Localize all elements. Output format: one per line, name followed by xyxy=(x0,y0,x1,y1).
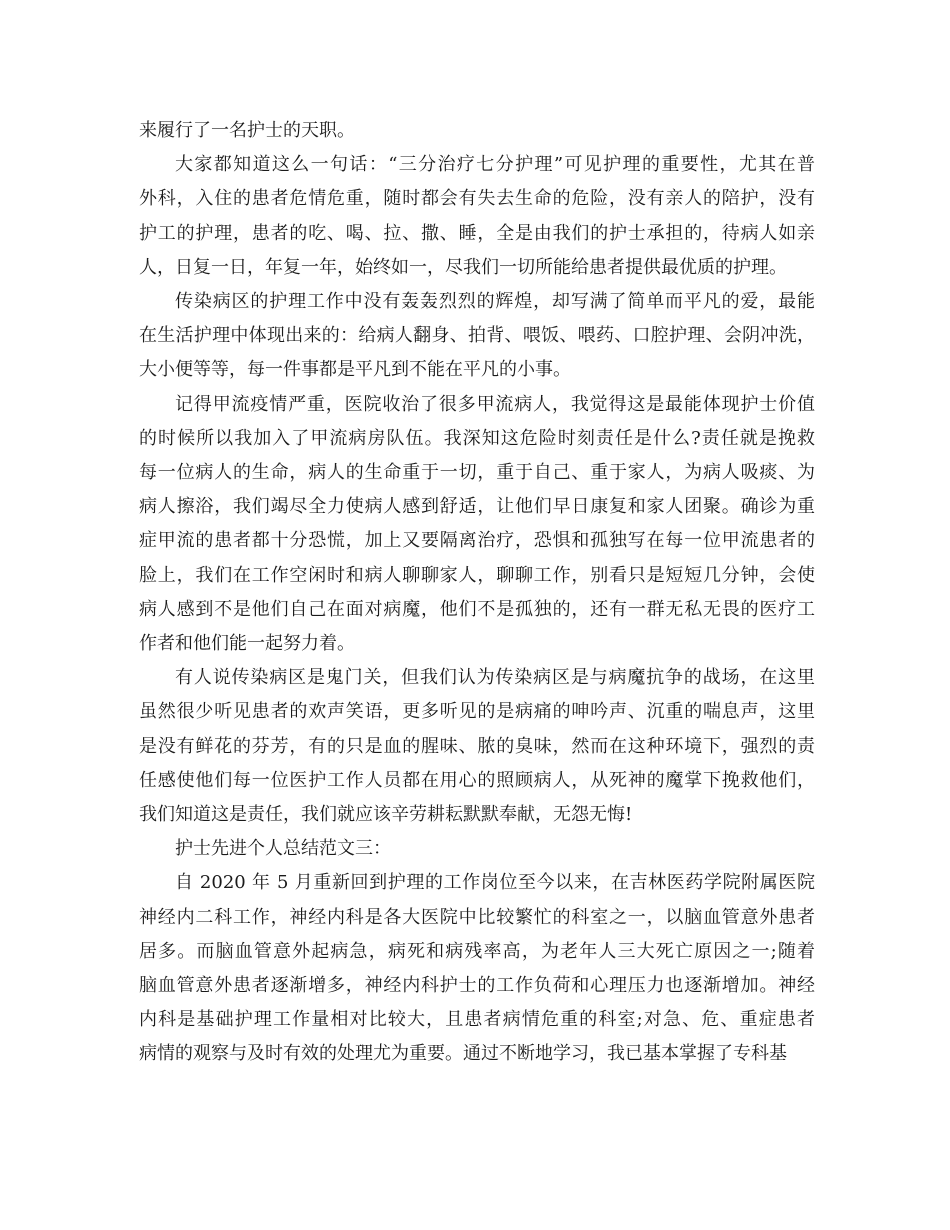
text-line: 护工的护理，患者的吃、喝、拉、撒、睡，全是由我们的护士承担的，待病人如亲 xyxy=(139,222,815,244)
paragraph xyxy=(139,148,815,285)
text-line: 外科，入住的患者危情危重，随时都会有失去生命的危险，没有亲人的陪护，没有 xyxy=(139,188,815,210)
text-line: 病情的观察与及时有效的处理尤为重要。通过不断地学习，我已基本掌握了专科基 xyxy=(139,1043,787,1065)
text-line: 的时候所以我加入了甲流病房队伍。我深知这危险时刻责任是什么?责任就是挽救 xyxy=(139,427,815,449)
text-line: 护士先进个人总结范文三： xyxy=(175,838,391,860)
paragraph xyxy=(139,866,815,1071)
text-line: 来履行了一名护士的天职。 xyxy=(139,120,355,141)
text-line: 我们知道这是责任，我们就应该辛劳耕耘默默奉献，无怨无悔! xyxy=(139,804,633,826)
text-line: 虽然很少听见患者的欢声笑语，更多听见的是病痛的呻吟声、沉重的喘息声，这里 xyxy=(139,701,815,723)
text-line: 内科是基础护理工作量相对比较大，且患者病情危重的科室;对急、危、重症患者 xyxy=(139,1009,815,1031)
text-line: 神经内二科工作，神经内科是各大医院中比较繁忙的科室之一，以脑血管意外患者 xyxy=(139,906,815,928)
paragraph xyxy=(139,661,815,832)
paragraph xyxy=(139,388,815,662)
text-line: 任感使他们每一位医护工作人员都在用心的照顾病人，从死神的魔掌下挽救他们， xyxy=(139,769,815,791)
paragraph xyxy=(139,832,815,866)
text-line: 自 2020 年 5 月重新回到护理的工作岗位至今以来，在吉林医药学院附属医院 xyxy=(175,872,815,894)
text-line: 传染病区的护理工作中没有轰轰烈烈的辉煌，却写满了简单而平凡的爱，最能 xyxy=(175,291,815,313)
paragraph xyxy=(139,285,815,388)
paragraph xyxy=(139,114,815,148)
text-line: 症甲流的患者都十分恐慌，加上又要隔离治疗，恐惧和孤独写在每一位甲流患者的 xyxy=(139,530,815,552)
text-line: 在生活护理中体现出来的：给病人翻身、拍背、喂饭、喂药、口腔护理、会阴冲洗， xyxy=(139,325,815,347)
text-line: 大家都知道这么一句话：“三分治疗七分护理”可见护理的重要性，尤其在普 xyxy=(175,154,815,176)
text-line: 是没有鲜花的芬芳，有的只是血的腥味、脓的臭味，然而在这种环境下，强烈的责 xyxy=(139,735,815,757)
text-line: 作者和他们能一起努力着。 xyxy=(139,633,355,655)
document-page xyxy=(139,114,815,1072)
text-line: 人，日复一日，年复一年，始终如一，尽我们一切所能给患者提供最优质的护理。 xyxy=(139,256,787,278)
text-line: 记得甲流疫情严重，医院收治了很多甲流病人，我觉得这是最能体现护士价值 xyxy=(175,393,815,415)
text-line: 病人感到不是他们自己在面对病魔，他们不是孤独的，还有一群无私无畏的医疗工 xyxy=(139,598,815,620)
text-line: 病人擦浴，我们竭尽全力使病人感到舒适，让他们早日康复和家人团聚。确诊为重 xyxy=(139,496,815,518)
text-line: 居多。而脑血管意外起病急，病死和病残率高，为老年人三大死亡原因之一;随着 xyxy=(139,940,815,962)
text-line: 大小便等等，每一件事都是平凡到不能在平凡的小事。 xyxy=(139,359,571,381)
text-line: 有人说传染病区是鬼门关，但我们认为传染病区是与病魔抗争的战场，在这里 xyxy=(175,667,815,689)
text-line: 脸上，我们在工作空闲时和病人聊聊家人，聊聊工作，别看只是短短几分钟，会使 xyxy=(139,564,815,586)
text-line: 每一位病人的生命，病人的生命重于一切，重于自己、重于家人，为病人吸痰、为 xyxy=(139,462,815,484)
text-line: 脑血管意外患者逐渐增多，神经内科护士的工作负荷和心理压力也逐渐增加。神经 xyxy=(139,975,815,997)
